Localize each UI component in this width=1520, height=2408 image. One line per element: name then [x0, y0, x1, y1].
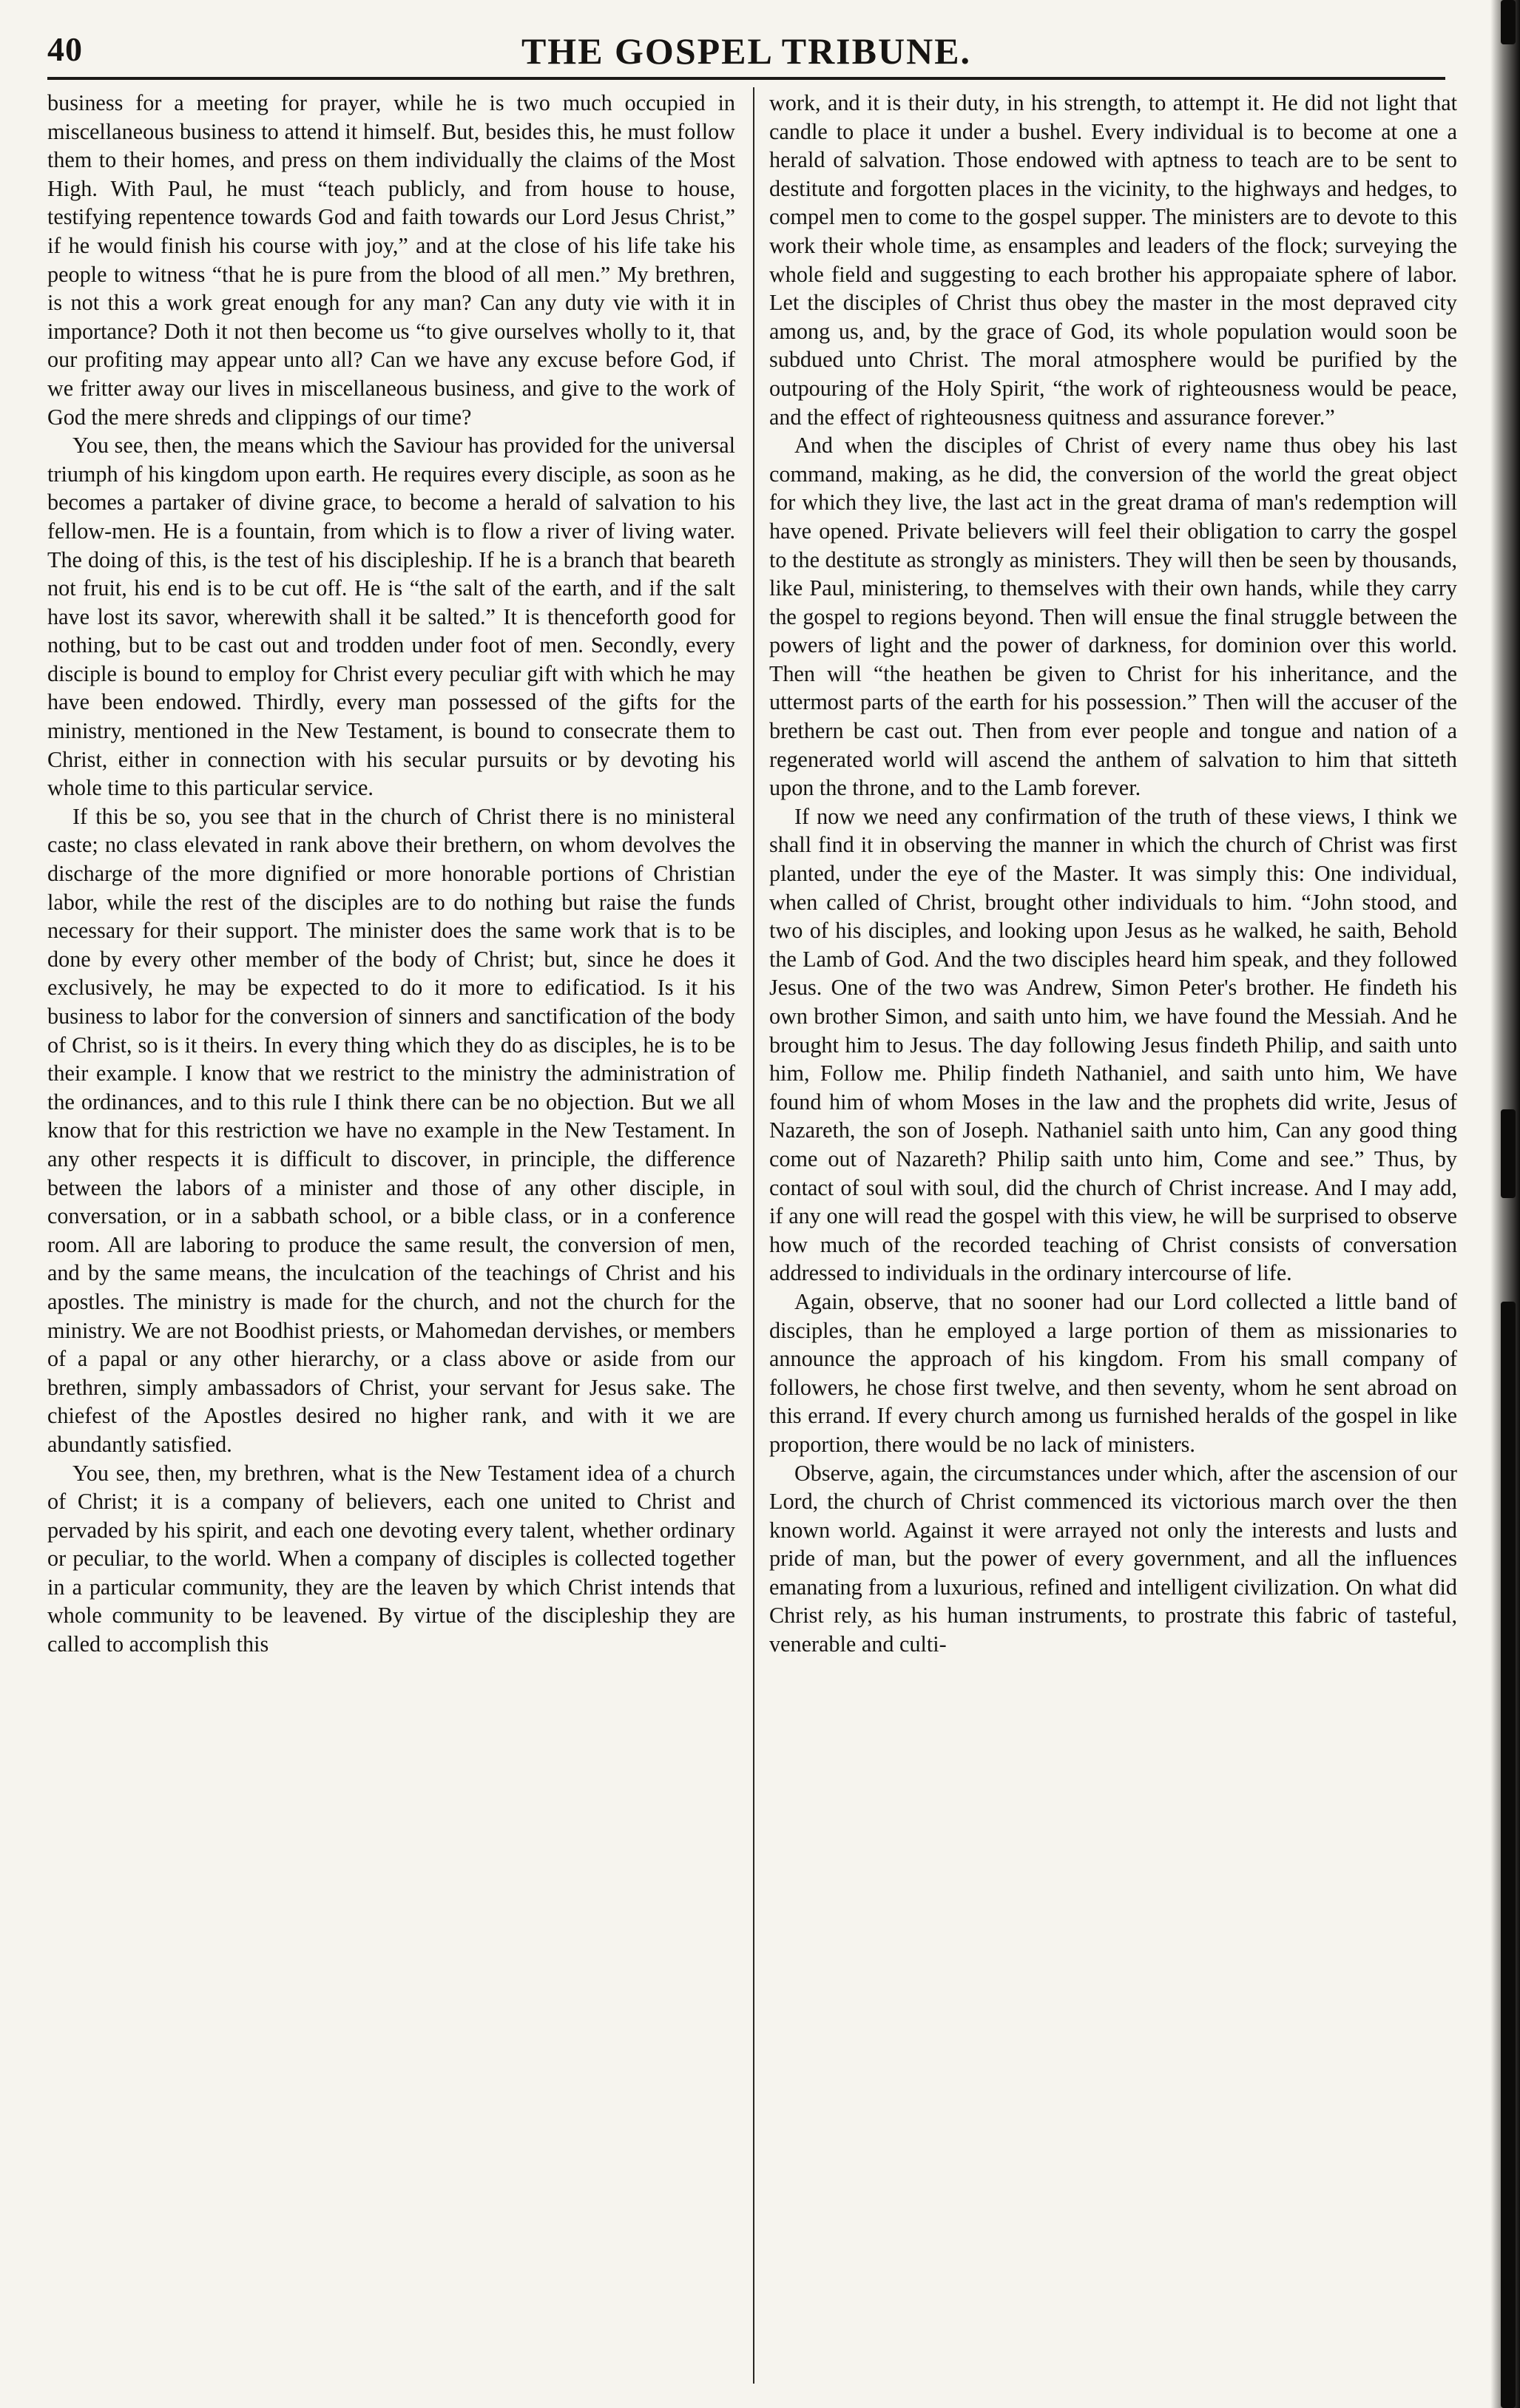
page-edge-mark [1501, 1302, 1516, 2408]
paragraph: Again, observe, that no sooner had our Lord collected a little band of disciples, than he employed a large portion of them as missionaries to announce the approach of his kingdom. From his small company of followers, he chose first twelve, and then seventy, whom he sent abroad on this errand. If every church among us furnished heralds of the gospel in like proportion, there would be no lack of ministers. [769, 1288, 1457, 1457]
running-title: THE GOSPEL TRIBUNE. [521, 30, 972, 72]
paragraph: Observe, again, the circumstances under which, after the ascension of our Lord, the church of Christ commenced its victorious march over the then known world. Against it were arrayed not only the interests and lusts and pride of man, but the power of every government, and all the influences emanating from a luxurious, refined and intelligent civilization. On what did Christ rely, as his human instruments, to prostrate this fabric of tasteful, venerable and culti- [769, 1460, 1457, 1657]
paragraph: You see, then, my brethren, what is the New Testament idea of a church of Christ; it is a company of believers, each one united to Christ and pervaded by his spirit, and each one devoting every talent, whether ordinary or peculiar, to the world. When a company of disciples is collected together in a particular community, they are the leaven by which Christ intends that whole community to be leavened. By virtue of the discipleship they are called to accomplish this [47, 1460, 735, 1657]
page-edge-mark [1501, 0, 1516, 44]
page-header [47, 30, 1445, 72]
left-column [47, 89, 735, 2381]
page-edge-mark [1501, 1109, 1516, 1198]
column-divider [753, 87, 754, 2384]
paragraph: business for a meeting for prayer, while he is two much occupied in miscellaneous business to attend it himself. But, besides this, he must follow them to their homes, and press on them individually the claims of the Most High. With Paul, he must “teach publicly, and from house to house, testifying repentence towards God and faith towards our Lord Jesus Christ,” if he would finish his course with joy,” and at the close of his life take his people to witness “that he is pure from the blood of all men.” My brethren, is not this a work great enough for any man? Can any duty vie with it in importance? Doth it not then become us “to give ourselves wholly to it, that our profiting may appear unto all? Can we have any excuse before God, if we fritter away our lives in miscellaneous business, and give to the work of God the mere shreds and clippings of our time? [47, 90, 735, 430]
paragraph: work, and it is their duty, in his strength, to attempt it. He did not light that candle to place it under a bushel. Every individual is to become at one a herald of salvation. Those endowed with aptness to teach are to be sent to destitute and forgotten places in the vicinity, to the highways and hedges, to compel men to come to the gospel supper. The ministers are to devote to this work their whole time, as ensamples and leaders of the flock; surveying the whole field and suggesting to each brother his appropaiate sphere of labor. Let the disciples of Christ thus obey the master in the most depraved city among us, and, by the grace of God, its whole population would soon be subdued unto Christ. The moral atmosphere would be purified by the outpouring of the Holy Spirit, “the work of righteousness would be peace, and the effect of righteousness quitness and assurance forever.” [769, 90, 1457, 430]
paragraph: If now we need any confirmation of the truth of these views, I think we shall find it in observing the manner in which the church of Christ was first planted, under the eye of the Master. It was simply this: One individual, when called of Christ, brought other individuals to him. “John stood, and two of his disciples, and looking upon Jesus as he walked, he saith, Behold the Lamb of God. And the two disciples heard him speak, and they followed Jesus. One of the two was Andrew, Simon Peter's brother. He findeth his own brother Simon, and saith unto him, we have found the Messiah. And he brought him to Jesus. The day following Jesus findeth Philip, and saith unto him, Follow me. Philip findeth Nathaniel, and saith unto him, We have found him of whom Moses in the law and the prophets did write, Jesus of Nazareth, the son of Joseph. Nathaniel saith unto him, Can any good thing come out of Nazareth? Philip saith unto him, Come and see.” Thus, by contact of soul with soul, did the church of Christ increase. And I may add, if any one will read the gospel with this view, he will be surprised to observe how much of the recorded teaching of Christ consists of conversation addressed to individuals in the ordinary intercourse of life. [769, 803, 1457, 1286]
right-column [769, 89, 1457, 2381]
paragraph: And when the disciples of Christ of every name thus obey his last command, making, as he did, the conversion of the world the great object for which they live, the last act in the great drama of man's redemption will have opened. Private believers will feel their obligation to carry the gospel to the destitute as strongly as ministers. They will then be seen by thousands, like Paul, ministering, to themselves with their own hands, while they carry the gospel to regions beyond. Then will ensue the final struggle between the powers of light and the power of darkness, for dominion over this world. Then will “the heathen be given to Christ for his inheritance, and the uttermost parts of the earth for his possession.” Then will the accuser of the brethern be cast out. Then from ever people and tongue and nation of a regenerated world will ascend the anthem of salvation to him that sitteth upon the throne, and to the Lamb forever. [769, 433, 1457, 801]
header-rule [47, 77, 1445, 80]
paragraph: You see, then, the means which the Saviour has provided for the universal triumph of his kingdom upon earth. He requires every disciple, as soon as he becomes a partaker of divine grace, to become a herald of salvation to his fellow-men. He is a fountain, from which is to flow a river of living water. The doing of this, is the test of his discipleship. If he is a branch that beareth not fruit, his end is to be cut off. He is “the salt of the earth, and if the salt have lost its savor, wherewith shall it be salted.” It is thenceforth good for nothing, but to be cast out and trodden under foot of men. Secondly, every disciple is bound to employ for Christ every peculiar gift with which he may have been endowed. Thirdly, every man possessed of the gifts for the ministry, mentioned in the New Testament, is bound to consecrate them to Christ, either in connection with his secular pursuits or by devoting his whole time to this particular service. [47, 433, 735, 801]
page-number: 40 [47, 30, 83, 68]
paragraph: If this be so, you see that in the church of Christ there is no ministeral caste; no class elevated in rank above their brethern, on whom devolves the discharge of the more dignified or more honorable portions of Christian labor, while the rest of the disciples are to do nothing but raise the funds necessary for their support. The minister does the same work that is to be done by every other member of the body of Christ; but, since he does it exclusively, he may be expected to do it more to edificatiod. Is it his business to labor for the conversion of sinners and sanctification of the body of Christ, so is it theirs. In every thing which they do as disciples, he is to be their example. I know that we restrict to the ministry the administration of the ordinances, and to this rule I think there can be no objection. But we all know that for this restriction we have no example in the New Testament. In any other respects it is difficult to discover, in principle, the difference between the labors of a minister and those of any other disciple, in conversation, or in a sabbath school, or a bible class, or in a conference room. All are laboring to produce the same result, the conversion of men, and by the same means, the inculcation of the teachings of Christ and his apostles. The ministry is made for the church, and not the church for the ministry. We are not Boodhist priests, or Mahomedan dervishes, or members of a papal or any other hierarchy, or a class above or aside from our brethren, simply ambassadors of Christ, your servant for Jesus sake. The chiefest of the Apostles desired no higher rank, and with it we are abundantly satisfied. [47, 803, 735, 1457]
